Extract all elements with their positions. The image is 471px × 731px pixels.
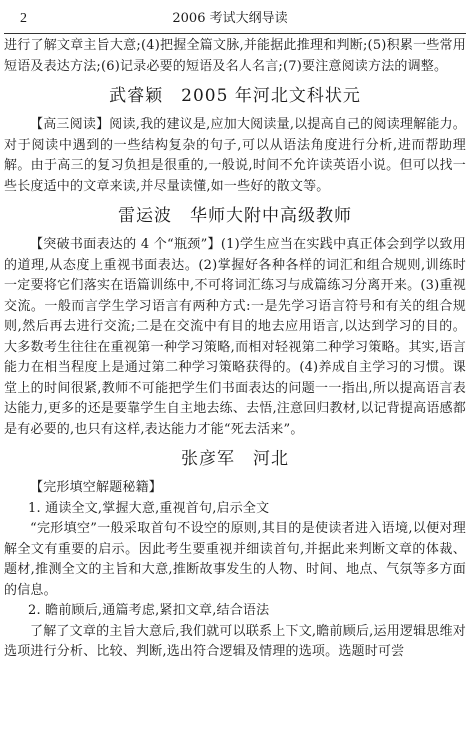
cloze-tip-1-body: “完形填空”一般采取首句不设空的原则,其目的是使读者进入语境,以便对理解全文有重要的启示。因此考生要重视并细读首句,并据此来判断文章的体裁、题材,推测全文的主旨和大意,推断故事发生的人物、时间、地点、气氛等多方面的信息。: [4, 521, 466, 598]
paragraph-continuation: 进行了解文章主旨大意;(4)把握全篇文脉,并能据此推理和判断;(5)积累一些常用短语及表达方法;(6)记录必要的短语及名人名言;(7)要注意阅读方法的调整。: [4, 38, 466, 74]
header-rule: [4, 33, 466, 34]
page-header: [0, 0, 471, 34]
cloze-tip-2-heading: 2. 瞻前顾后,通篇考虑,紧扣文章,结合语法: [28, 603, 270, 618]
section-heading-wu-ruiying: 武睿颖 2005 年河北文科状元: [109, 86, 361, 106]
page-number: 2: [20, 11, 27, 26]
cloze-tip-2-body: 了解了文章的主旨大意后,我们就可以联系上下文,瞻前顾后,运用逻辑思维对选项进行分析、比较、判断,选出符合逻辑及情理的选项。选题时可尝: [4, 623, 466, 659]
section-heading-lei-yunbo: 雷运波 华师大附中高级教师: [118, 206, 352, 226]
paragraph-reading-advice: 【高三阅读】阅读,我的建议是,应加大阅读量,以提高自己的阅读理解能力。对于阅读中遇到的一些结构复杂的句子,可以从语法角度进行分析,进而帮助理解。由于高三的复习负担是很重的,一般说,时间不允许读英语小说。但可以找一些长度适中的文章来读,并尽量读懂,如一些好的散文等。: [4, 117, 466, 194]
cloze-tip-1-heading: 1. 通读全文,掌握大意,重视首句,启示全文: [28, 500, 270, 516]
section-heading-zhang-yanjun: 张彦军 河北: [181, 449, 289, 469]
cloze-tips-title: 【完形填空解题秘籍】: [30, 480, 163, 495]
page-body: [4, 36, 466, 663]
paragraph-writing-bottlenecks: 【突破书面表达的 4 个“瓶颈”】(1)学生应当在实践中真正体会到学以致用的道理,从态度上重视书面表达。(2)掌握好各种各样的词汇和组合规则,训练时一定要将它们落实在语篇训练中,不可将词汇练习与成篇练习分离开来。(3)重视交流。一般而言学生学习语言有两种方式:一是先学习语言符号和有关的组合规则,然后再去进行交流;二是在交流中有目的地去应用语言,以达到学习的目的。大多数考生往往在重视第一种学习策略,而相对轻视第二种学习策略。其实,语言能力在相当程度上是通过第二种学习策略获得的。(4)养成自主学习的习惯。课堂上的时间很紧,教师不可能把学生们书面表达的问题一一指出,所以提高语言表达能力,更多的还是要靠学生自主地去练、去悟,注意回归教材,以记背提高语感都是有必要的,也只有这样,表达能力才能“死去活来”。: [4, 237, 466, 437]
running-title: 2006 考试大纲导读: [172, 11, 288, 26]
